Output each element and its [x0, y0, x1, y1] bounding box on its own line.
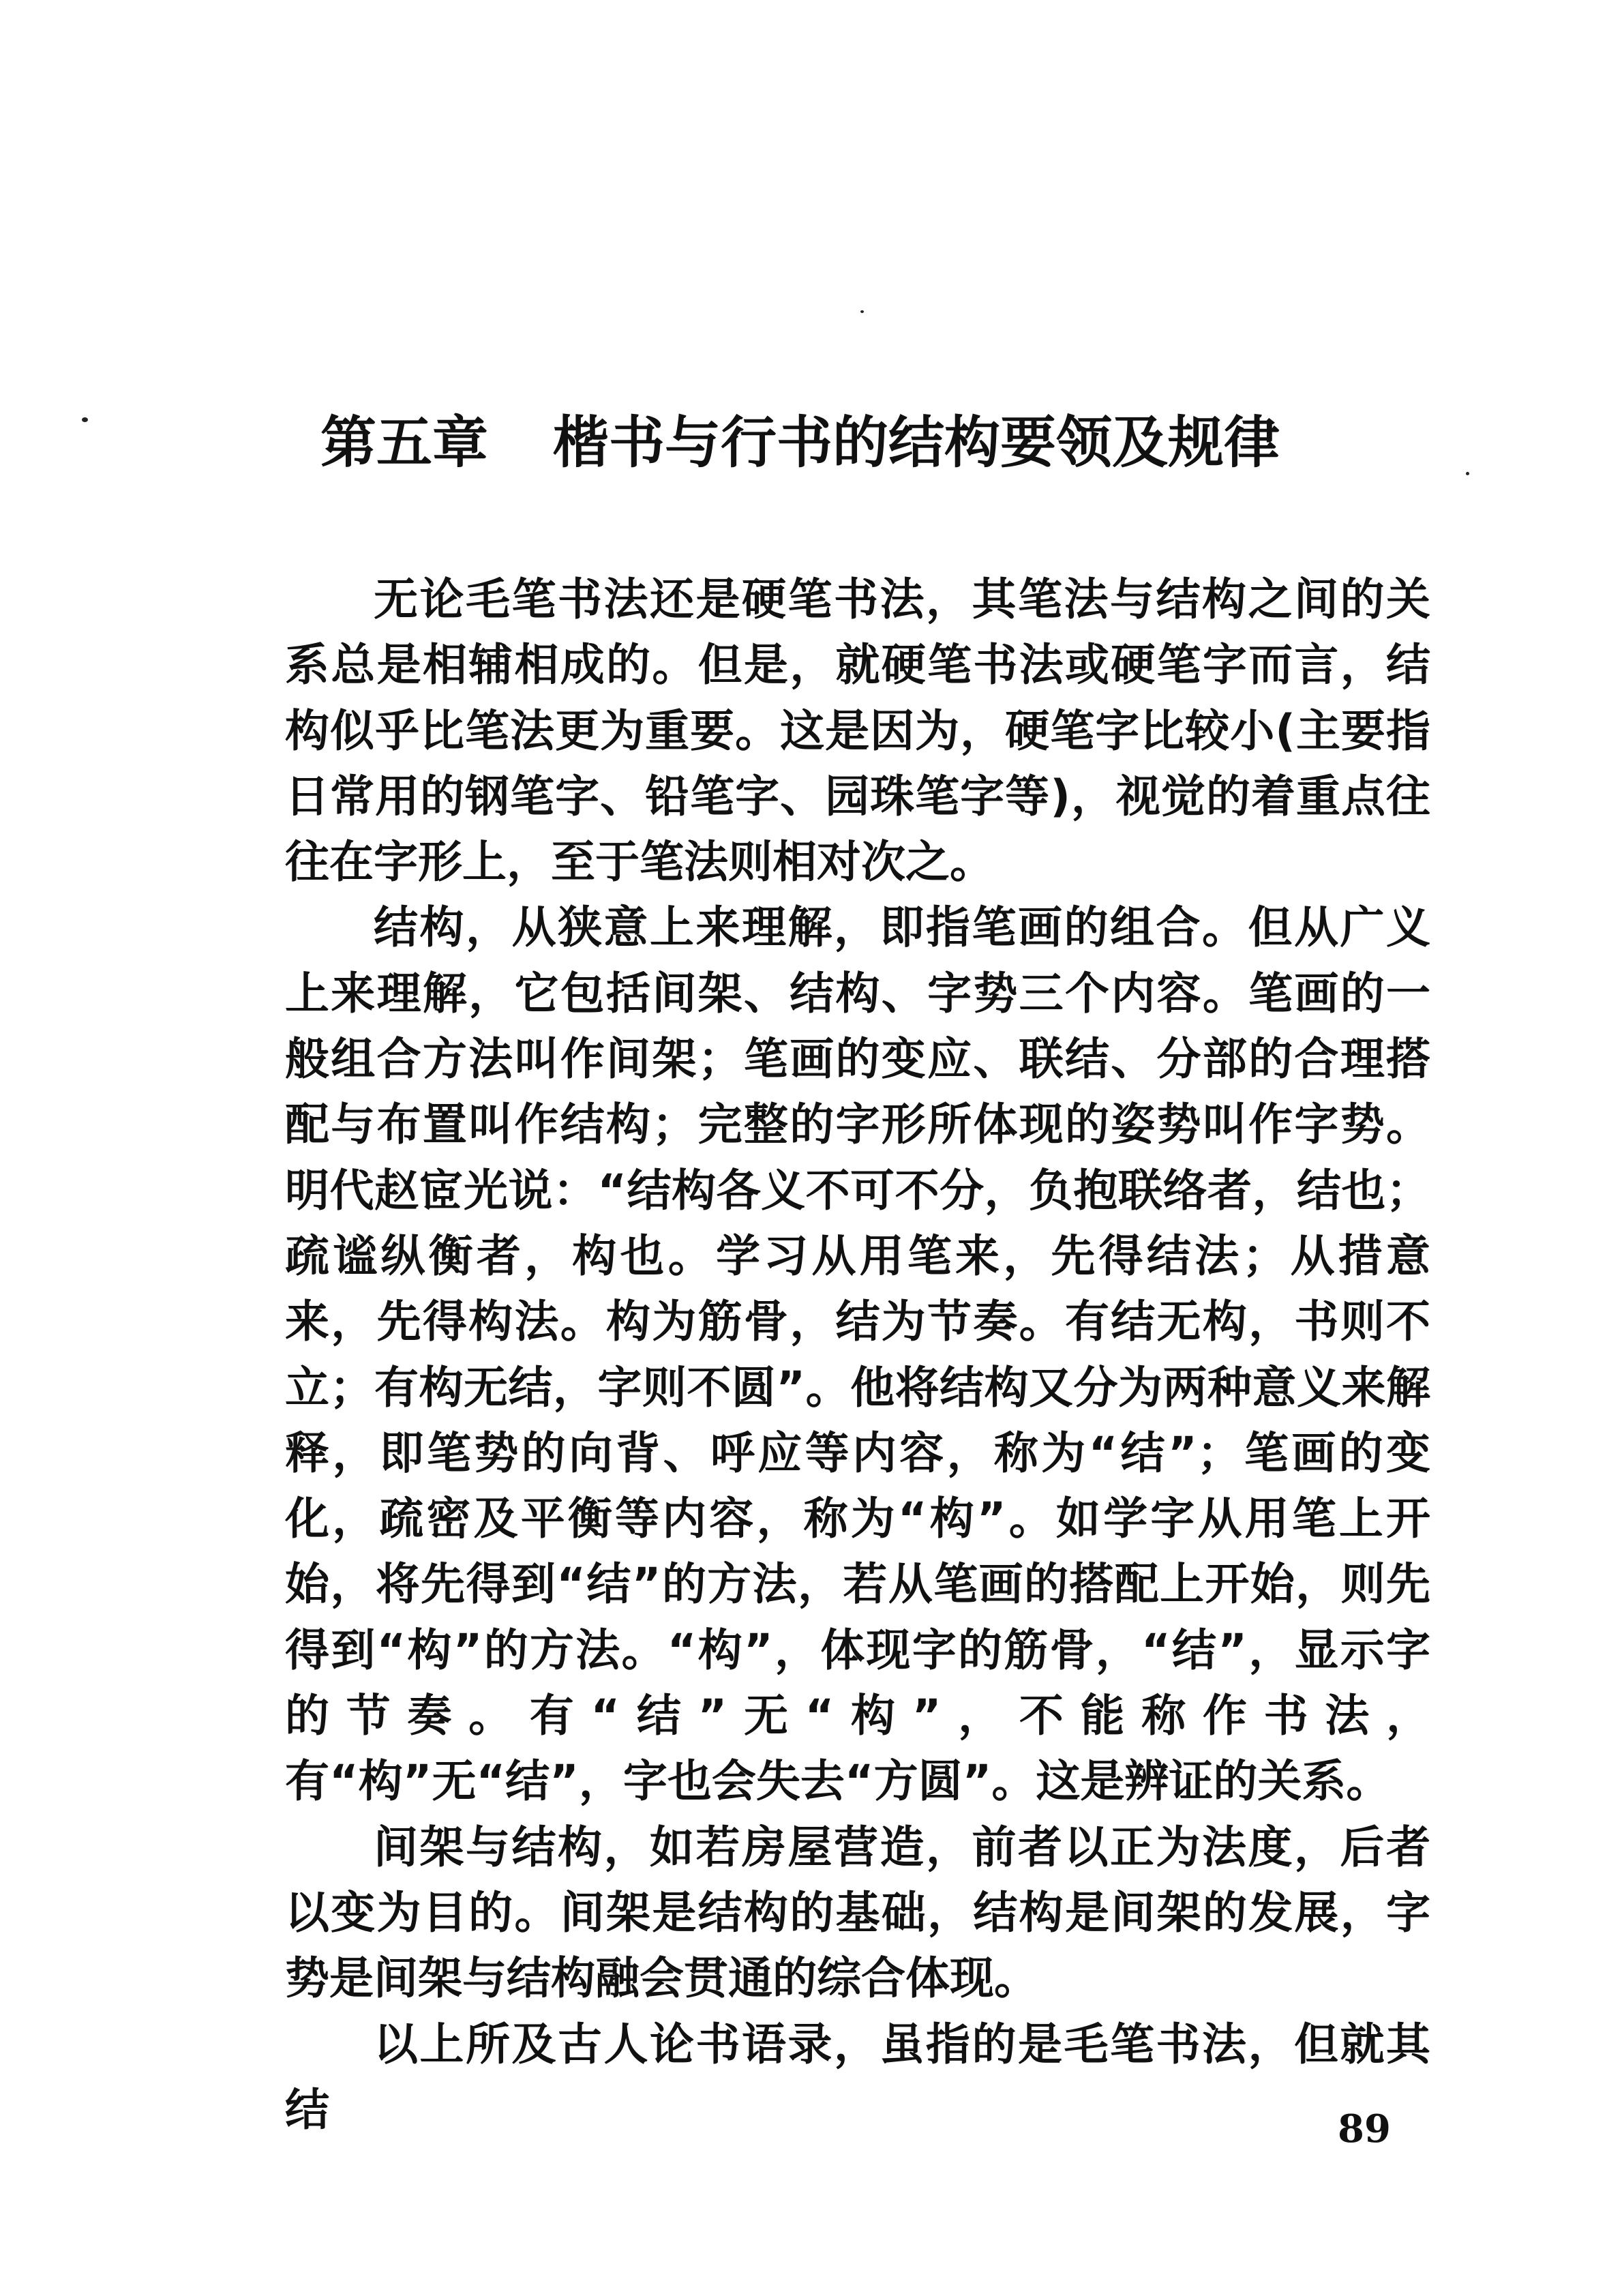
chapter-title: [320, 409, 1384, 477]
paragraph: 无论毛笔书法还是硬笔书法，其笔法与结构之间的关系总是相辅相成的。但是，就硬笔书法或硬笔字而言，结构似乎比笔法更为重要。这是因为，硬笔字比较小(主要指日常用的钢笔字、铅笔字、园珠笔字等)，视觉的着重点往往在字形上，至于笔法则相对次之。: [285, 574, 1430, 889]
scan-speck: [1466, 472, 1469, 475]
paragraph: 结构，从狭意上来理解，即指笔画的组合。但从广义上来理解，它包括间架、结构、字势三个内容。笔画的一般组合方法叫作间架；笔画的变应、联结、分部的合理搭配与布置叫作结构；完整的字形所体现的姿势叫作字势。明代赵宧光说：“结构各义不可不分，负抱联络者，结也；疏谧纵衡者，构也。学习从用笔来，先得结法；从措意来，先得构法。构为筋骨，结为节奏。有结无构，书则不立；有构无结，字则不圆”。他将结构又分为两种意义来解释，即笔势的向背、呼应等内容，称为“结”；笔画的变化，疏密及平衡等内容，称为“构”。如学字从用笔上开始，将先得到“结”的方法，若从笔画的搭配上开始，则先得到“构”的方法。“构”，体现字的筋骨，“结”，显示字的节奏。有“结”无“构”，不能称作书法，有“构”无“结”，字也会失去“方圆”。这是辨证的关系。: [285, 902, 1430, 1808]
body-text: [285, 567, 1430, 2143]
page-number: 89: [1338, 2106, 1391, 2151]
chapter-number: 第五章: [320, 411, 489, 475]
scan-speck: [860, 310, 864, 313]
scan-speck: [82, 417, 88, 422]
paragraph: 以上所及古人论书语录，虽指的是毛笔书法，但就其结: [285, 2018, 1430, 2136]
paragraph: 间架与结构，如若房屋营造，前者以正为法度，后者以变为目的。间架是结构的基础，结构是间架的发展，字势是间架与结构融会贯通的综合体现。: [285, 1821, 1430, 2005]
chapter-name: 楷书与行书的结构要领及规律: [553, 411, 1280, 475]
